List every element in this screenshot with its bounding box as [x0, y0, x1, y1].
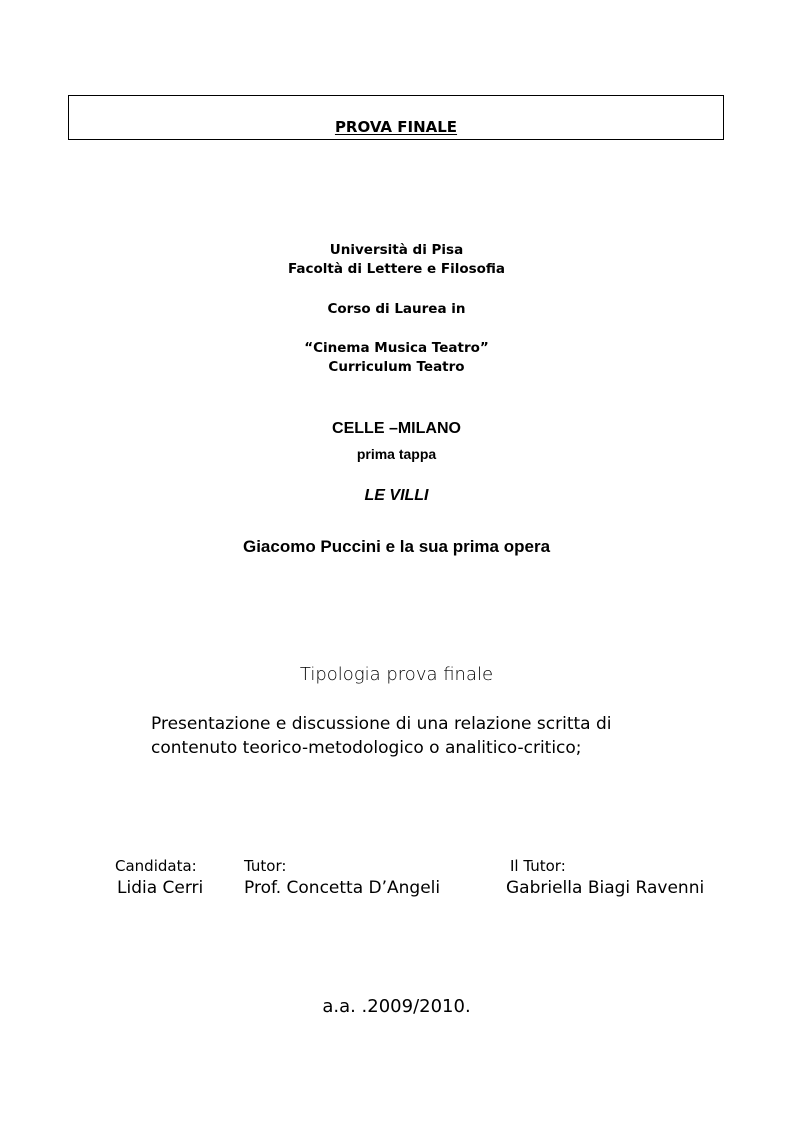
tutor-label: Tutor:	[244, 857, 287, 875]
second-tutor-name: Gabriella Biagi Ravenni	[506, 878, 705, 898]
document-title: PROVA FINALE	[334, 118, 458, 136]
candidate-name: Lidia Cerri	[117, 878, 204, 898]
academic-year: a.a. .2009/2010.	[322, 996, 471, 1017]
second-tutor-label: Il Tutor:	[510, 857, 566, 875]
stage-label: prima tappa	[356, 446, 437, 462]
title-box	[68, 95, 724, 140]
course-name: “Cinema Musica Teatro”	[304, 340, 489, 356]
typology-line-2: contenuto teorico-metodologico o analitico-critico;	[151, 738, 582, 758]
faculty-name: Facoltà di Lettere e Filosofia	[287, 261, 506, 277]
tutor-name: Prof. Concetta D’Angeli	[244, 878, 441, 898]
university-name: Università di Pisa	[329, 242, 464, 258]
thesis-subtitle: Giacomo Puccini e la sua prima opera	[242, 537, 551, 556]
work-title: LE VILLI	[364, 487, 429, 504]
candidate-label: Candidata:	[115, 857, 197, 875]
course-intro: Corso di Laurea in	[327, 301, 466, 317]
typology-line-1: Presentazione e discussione di una relazione scritta di	[151, 714, 612, 734]
route-title: CELLE –MILANO	[332, 420, 461, 437]
curriculum: Curriculum Teatro	[328, 359, 465, 375]
typology-heading: Tipologia prova finale	[299, 664, 494, 685]
